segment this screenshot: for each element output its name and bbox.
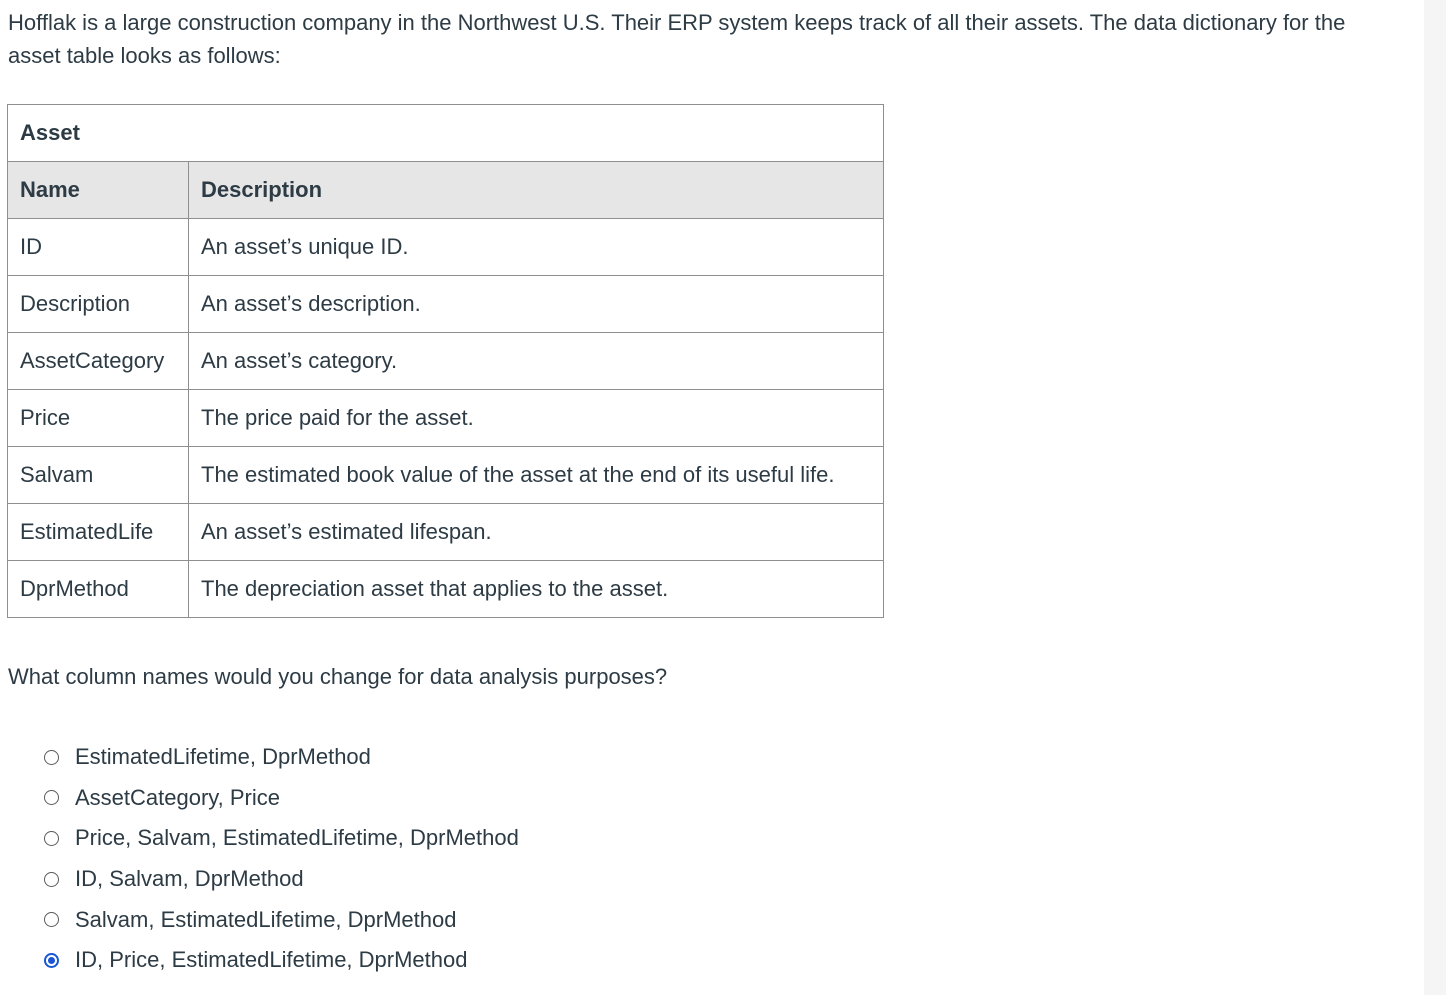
table-row [8, 390, 884, 447]
table-row [8, 561, 884, 618]
answer-option-5[interactable] [44, 899, 519, 940]
table-header-row [8, 162, 884, 219]
radio-button[interactable] [44, 831, 59, 846]
table-title: Asset [8, 105, 884, 162]
page-gutter [1424, 0, 1446, 995]
table-row [8, 333, 884, 390]
table-row [8, 276, 884, 333]
row-name-cell: ID [8, 219, 189, 276]
column-header-description: Description [189, 162, 884, 219]
row-name-cell: AssetCategory [8, 333, 189, 390]
row-description-cell: An asset’s unique ID. [189, 219, 884, 276]
row-name-cell: EstimatedLife [8, 504, 189, 561]
row-description-cell: The depreciation asset that applies to the asset. [189, 561, 884, 618]
row-description-cell: An asset’s category. [189, 333, 884, 390]
answer-option-2[interactable] [44, 778, 519, 819]
radio-button[interactable] [44, 953, 59, 968]
row-name-cell: Description [8, 276, 189, 333]
answer-option-3[interactable] [44, 818, 519, 859]
radio-button[interactable] [44, 790, 59, 805]
answer-option-label: Salvam, EstimatedLifetime, DprMethod [75, 906, 457, 932]
answer-option-label: EstimatedLifetime, DprMethod [75, 744, 371, 770]
radio-button[interactable] [44, 872, 59, 887]
row-description-cell: The price paid for the asset. [189, 390, 884, 447]
answer-option-4[interactable] [44, 859, 519, 900]
row-name-cell: DprMethod [8, 561, 189, 618]
answer-option-label: Price, Salvam, EstimatedLifetime, DprMethod [75, 825, 519, 851]
row-description-cell: The estimated book value of the asset at the end of its useful life. [189, 447, 884, 504]
column-header-name: Name [8, 162, 189, 219]
answer-option-label: AssetCategory, Price [75, 784, 281, 810]
table-row [8, 504, 884, 561]
radio-button[interactable] [44, 912, 59, 927]
intro-paragraph: Hofflak is a large construction company in the Northwest U.S. Their ERP system keeps track of all their assets. The data dictionary for the asset table looks as follows: [8, 10, 1346, 68]
table-title-row [8, 105, 884, 162]
answer-option-1[interactable] [44, 737, 519, 778]
row-name-cell: Price [8, 390, 189, 447]
row-description-cell: An asset’s estimated lifespan. [189, 504, 884, 561]
answer-option-label: ID, Salvam, DprMethod [75, 866, 304, 892]
answer-option-6[interactable] [44, 940, 519, 981]
radio-button[interactable] [44, 750, 59, 765]
question-text: What column names would you change for data analysis purposes? [8, 664, 668, 689]
table-row [8, 447, 884, 504]
row-description-cell: An asset’s description. [189, 276, 884, 333]
asset-data-dictionary-table [7, 104, 884, 618]
row-name-cell: Salvam [8, 447, 189, 504]
table-row [8, 219, 884, 276]
answer-options [44, 737, 519, 981]
answer-option-label: ID, Price, EstimatedLifetime, DprMethod [75, 947, 468, 973]
